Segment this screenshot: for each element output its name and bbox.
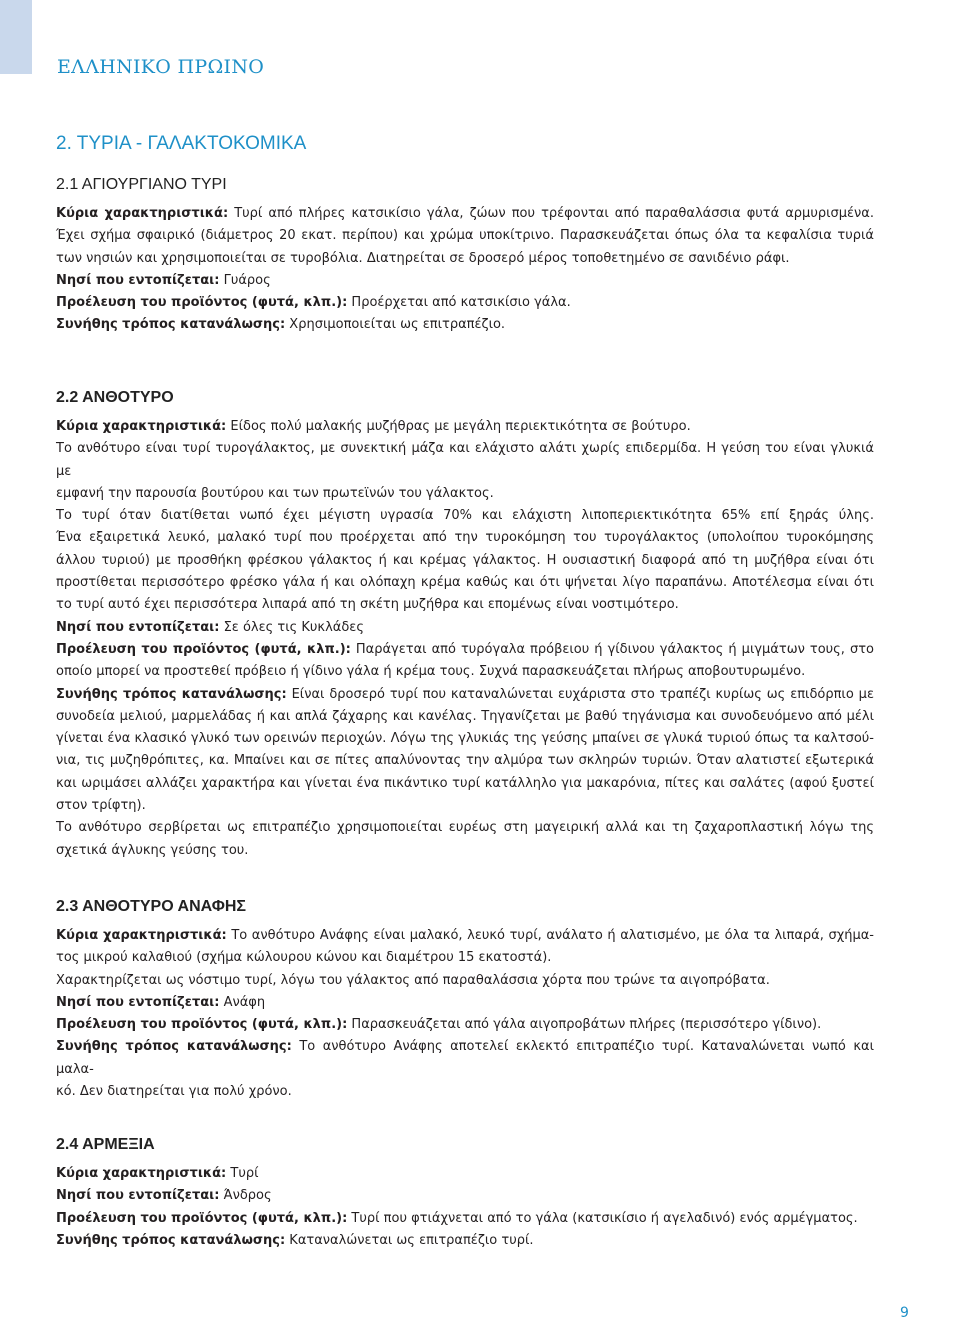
body-line: [56, 438, 874, 483]
field-text: κό. Δεν διατηρείται για πολύ χρόνο.: [56, 1084, 292, 1100]
field-text: Είναι δροσερό τυρί που καταναλώνεται ευχάριστα στο τραπέζι κυρίως ως επιδόρπιο με: [286, 686, 874, 702]
section-anthotyro: [56, 389, 874, 862]
body-line: [56, 416, 874, 438]
field-text: Ανάφη: [219, 994, 266, 1010]
body-line: [56, 314, 874, 336]
field-text: Τυρί από πλήρες κατσικίσιο γάλα, ζώων που τρέφονται από παραθαλάσσια φυτά αρμυρισμένα.: [228, 206, 875, 221]
chapter-title: 2. ΤΥΡΙΑ - ΓΑΛΑΚΤΟΚΟΜΙΚΑ: [56, 133, 307, 154]
body-line: [56, 773, 874, 795]
field-text: Το τυρί όταν διατίθεται νωπό έχει μέγιστη υγρασία 70% και ελάχιστη λιποπεριεκτικότητα 65% επί ξηράς ύλης.: [56, 508, 874, 524]
field-text: Χρησιμοποιείται ως επιτραπέζιο.: [285, 317, 506, 333]
body-line: [56, 617, 874, 639]
body-line: [56, 1081, 874, 1103]
body-line: [56, 795, 874, 817]
field-label: Νησί που εντοπίζεται:: [56, 619, 220, 635]
section-body: [56, 416, 874, 862]
section-agiourgiano: [56, 176, 874, 337]
field-text: Παράγεται από τυρόγαλα πρόβειου ή γίδινου γάλακτος ή μιγμάτων τους, στο: [350, 641, 874, 657]
field-text: Είδος πολύ μαλακής μυζήθρας με μεγάλη περιεκτικότητα σε βούτυρο.: [226, 419, 691, 434]
body-line: [56, 203, 874, 225]
field-text: στον τρίφτη).: [56, 798, 146, 814]
field-text: Το ανθότυρο είναι τυρί τυρογάλακτος, με συνεκτική μάζα και ελάχιστο αλάτι χωρίς επιδερμίδα. Η γεύση του είναι γλυκιά με: [56, 441, 874, 479]
field-text: Το ανθότυρο Ανάφης είναι μαλακό, λευκό τυρί, ανάλατο ή αλατισμένο, με όλα τα λιπαρά, σχήμα-: [226, 928, 874, 943]
field-text: Ένα εξαιρετικά λευκό, μαλακό τυρί που προέρχεται από την τυροκόμηση του τυρογάλακτος (υπολοίπου τυροκόμησης: [56, 530, 874, 546]
field-text: άλλου τυριού) με προσθήκη φρέσκου γάλακτος ή και κρέμας γάλακτος. Η ουσιαστική διαφορά από τη μυζήθρα είναι ότι: [56, 552, 874, 568]
field-label: Προέλευση του προϊόντος (φυτά, κλπ.):: [56, 295, 348, 311]
section-title: 2.4 ΑΡΜΕΞΙΑ: [56, 1136, 155, 1153]
body-line: [56, 992, 874, 1014]
field-text: των νησιών και χρησιμοποιείται σε τυροβόλια. Διατηρείται σε δροσερό μέρος τοποθετημένο σε σανιδένιο ράφι.: [56, 250, 790, 266]
field-label: Προέλευση του προϊόντος (φυτά, κλπ.):: [56, 641, 351, 657]
field-text: Έχει σχήμα σφαιρικό (διάμετρος 20 εκατ. περίπου) και χρώμα υποκίτρινο. Παρασκευάζεται όπως όλα τα κεφαλίσια τυριά: [56, 228, 874, 244]
field-text: Σε όλες τις Κυκλάδες: [219, 619, 364, 635]
field-label: Προέλευση του προϊόντος (φυτά, κλπ.):: [56, 1210, 348, 1226]
field-label: Νησί που εντοπίζεται:: [56, 272, 220, 288]
body-line: [56, 594, 874, 616]
side-tab: [0, 0, 32, 74]
body-line: [56, 527, 874, 549]
field-label: Κύρια χαρακτηριστικά:: [56, 928, 227, 943]
body-line: [56, 270, 874, 292]
body-line: [56, 1014, 874, 1036]
body-line: [56, 550, 874, 572]
field-text: Καταναλώνεται ως επιτραπέζιο τυρί.: [285, 1232, 534, 1248]
field-text: Άνδρος: [219, 1188, 272, 1204]
section-body: [56, 1163, 874, 1252]
body-line: [56, 728, 874, 750]
body-line: [56, 1185, 874, 1207]
body-line: [56, 706, 874, 728]
body-line: [56, 970, 874, 992]
field-text: εμφανή την παρουσία βουτύρου και των πρωτεϊνών του γάλακτος.: [56, 485, 494, 501]
field-label: Κύρια χαρακτηριστικά:: [56, 206, 229, 221]
body-line: [56, 1208, 874, 1230]
field-text: Χαρακτηρίζεται ως νόστιμο τυρί, λόγω του γάλακτος από παραθαλάσσια χόρτα που τρώνε τα αιγοπρόβατα.: [56, 972, 770, 988]
field-text: Το ανθότυρο σερβίρεται ως επιτραπέζιο χρησιμοποιείται ευρέως στη μαγειρική αλλά και τη ζαχαροπλαστική λόγω της: [56, 820, 874, 836]
body-line: [56, 572, 874, 594]
field-label: Συνήθης τρόπος κατανάλωσης:: [56, 1039, 292, 1055]
body-line: [56, 750, 874, 772]
body-line: [56, 639, 874, 661]
field-text: και ωριμάσει αλλάζει χαρακτήρα και γίνεται ένα πικάντικο τυρί κατάλληλο για μακαρόνια, πίτες και σαλάτες (αφού ξυστεί: [56, 775, 874, 791]
field-text: Παρασκευάζεται από γάλα αιγοπροβάτων πλήρες (περισσότερο γίδινο).: [347, 1017, 822, 1033]
section-title: 2.3 ΑΝΘΟΤΥΡΟ ΑΝΑΦΗΣ: [56, 898, 247, 915]
field-label: Συνήθης τρόπος κατανάλωσης:: [56, 1232, 286, 1248]
body-line: [56, 925, 874, 947]
section-armexia: [56, 1136, 874, 1252]
field-text: Προέρχεται από κατσικίσιο γάλα.: [347, 295, 571, 311]
field-label: Συνήθης τρόπος κατανάλωσης:: [56, 686, 287, 702]
body-line: [56, 505, 874, 527]
field-text: σχετικά άγλυκης γεύσης του.: [56, 842, 249, 858]
body-line: [56, 225, 874, 247]
field-text: το τυρί αυτό έχει περισσότερα λιπαρά από τη σκέτη μυζήθρα και επομένως είναι νοστιμότερο.: [56, 597, 679, 613]
body-line: [56, 1230, 874, 1252]
body-line: [56, 292, 874, 314]
field-text: νια, τις μυζηθρόπιτες, κα. Μπαίνει και σε πίτες απαλύνοντας την αλμύρα των σκληρών τυριών. Όταν αλατιστεί εξωτερικά: [56, 753, 874, 769]
field-text: Τυρί που φτιάχνεται από το γάλα (κατσικίσιο ή αγελαδινό) ενός αρμέγματος.: [347, 1210, 858, 1226]
body-line: [56, 817, 874, 839]
body-line: [56, 684, 874, 706]
section-anthotyro-anafis: [56, 898, 874, 1103]
field-text: γίνεται ένα κλασικό γλυκό των ορεινών περιοχών. Λόγω της γλυκιάς της γεύσης μπαίνει σε γλυκά τυριού όπως τα καλτσού-: [56, 731, 874, 747]
section-body: [56, 925, 874, 1103]
section-title: 2.2 ΑΝΘΟΤΥΡΟ: [56, 389, 174, 406]
page-header: ΕΛΛΗΝΙΚΟ ΠΡΩΙΝΟ: [57, 56, 265, 78]
body-line: [56, 947, 874, 969]
field-text: τος μικρού καλαθιού (σχήμα κώλουρου κώνου και διαμέτρου 15 εκατοστά).: [56, 950, 552, 966]
field-text: οποίο μπορεί να προστεθεί πρόβειο ή γίδινο γάλα ή κρέμα τους. Συχνά παρασκευάζεται πλήρως αποβουτυρωμένο.: [56, 664, 806, 680]
field-text: συνοδεία μελιού, μαρμελάδας ή και απλά ζάχαρης και κανέλας. Τηγανίζεται με βαθύ τηγάνισμα και συνοδευόμενο από μέλι: [56, 708, 874, 724]
field-label: Κύρια χαρακτηριστικά:: [56, 419, 227, 434]
field-text: Γυάρος: [219, 272, 271, 288]
field-text: Το ανθότυρο Ανάφης αποτελεί εκλεκτό επιτραπέζιο τυρί. Καταναλώνεται νωπό και μαλα-: [56, 1039, 874, 1077]
body-line: [56, 248, 874, 270]
section-body: [56, 203, 874, 337]
body-line: [56, 661, 874, 683]
field-text: προστίθεται περισσότερο φρέσκο γάλα ή και ολόπαχη κρέμα καθώς και ότι ψήνεται λίγο παραπάνω. Αποτέλεσμα είναι ότι: [56, 575, 874, 591]
field-text: Τυρί: [226, 1166, 259, 1181]
body-line: [56, 1163, 874, 1185]
body-line: [56, 483, 874, 505]
field-label: Νησί που εντοπίζεται:: [56, 994, 220, 1010]
field-label: Νησί που εντοπίζεται:: [56, 1188, 220, 1204]
field-label: Κύρια χαρακτηριστικά:: [56, 1166, 227, 1181]
field-label: Προέλευση του προϊόντος (φυτά, κλπ.):: [56, 1017, 348, 1033]
section-title: 2.1 ΑΓΙΟΥΡΓΙΑΝΟ ΤΥΡΙ: [56, 176, 227, 193]
body-line: [56, 1036, 874, 1081]
body-line: [56, 840, 874, 862]
page-number: 9: [900, 1305, 909, 1321]
field-label: Συνήθης τρόπος κατανάλωσης:: [56, 317, 286, 333]
